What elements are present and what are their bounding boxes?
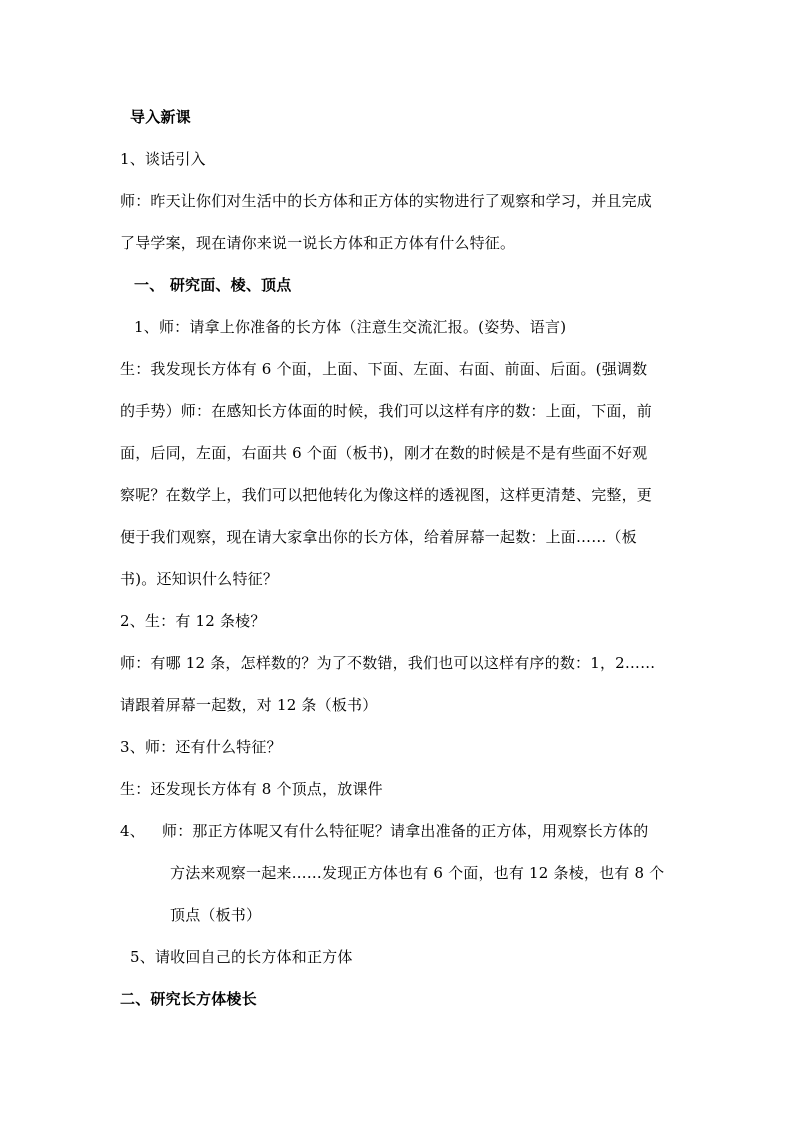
paragraph-line: 面，后同，左面，右面共 6 个面（板书)，刚才在数的时候是不是有些面不好观 bbox=[120, 444, 648, 462]
section-heading-intro: 导入新课 bbox=[130, 108, 191, 126]
paragraph-line: 书)。还知识什么特征？ bbox=[120, 570, 279, 588]
paragraph-line: 师：昨天让你们对生活中的长方体和正方体的实物进行了观察和学习，并且完成 bbox=[120, 192, 653, 210]
list-item-2: 2、生：有 12 条棱？ bbox=[120, 612, 266, 630]
list-item-5: 5、请收回自己的长方体和正方体 bbox=[130, 948, 353, 966]
list-item-1: 1、师：请拿上你准备的长方体（注意生交流汇报。(姿势、语言) bbox=[134, 318, 567, 336]
list-item-4 bbox=[120, 821, 648, 841]
list-item-4-continuation: 顶点（板书） bbox=[170, 906, 262, 924]
list-item-4-continuation: 方法来观察一起来……发现正方体也有 6 个面，也有 12 条棱，也有 8 个 bbox=[170, 864, 665, 882]
paragraph-line: 的手势）师：在感知长方体面的时候，我们可以这样有序的数：上面，下面，前 bbox=[120, 402, 653, 420]
paragraph-line: 生：还发现长方体有 8 个顶点，放课件 bbox=[120, 780, 383, 798]
paragraph-line: 师：有哪 12 条，怎样数的？为了不数错，我们也可以这样有序的数：1，2…… bbox=[120, 654, 656, 672]
section-heading-faces-edges-vertices: 一、 研究面、棱、顶点 bbox=[134, 276, 292, 294]
list-item-3: 3、师：还有什么特征？ bbox=[120, 738, 282, 756]
subheading-conversation-intro: 1、谈话引入 bbox=[120, 150, 206, 168]
section-heading-edge-length: 二、研究长方体棱长 bbox=[120, 990, 257, 1008]
paragraph-line: 了导学案，现在请你来说一说长方体和正方体有什么特征。 bbox=[120, 234, 516, 252]
paragraph-line: 请跟着屏幕一起数，对 12 条（板书） bbox=[120, 696, 378, 714]
paragraph-line: 便于我们观察，现在请大家拿出你的长方体，给着屏幕一起数：上面……（板 bbox=[120, 528, 637, 546]
paragraph-line: 察呢？在数学上，我们可以把他转化为像这样的透视图，这样更清楚、完整，更 bbox=[120, 486, 653, 504]
list-item-4-text: 师：那正方体呢又有什么特征呢？请拿出准备的正方体，用观察长方体的 bbox=[162, 822, 649, 840]
paragraph-line: 生：我发现长方体有 6 个面，上面、下面、左面、右面、前面、后面。(强调数 bbox=[120, 360, 648, 378]
list-item-4-number: 4、 bbox=[120, 822, 145, 840]
